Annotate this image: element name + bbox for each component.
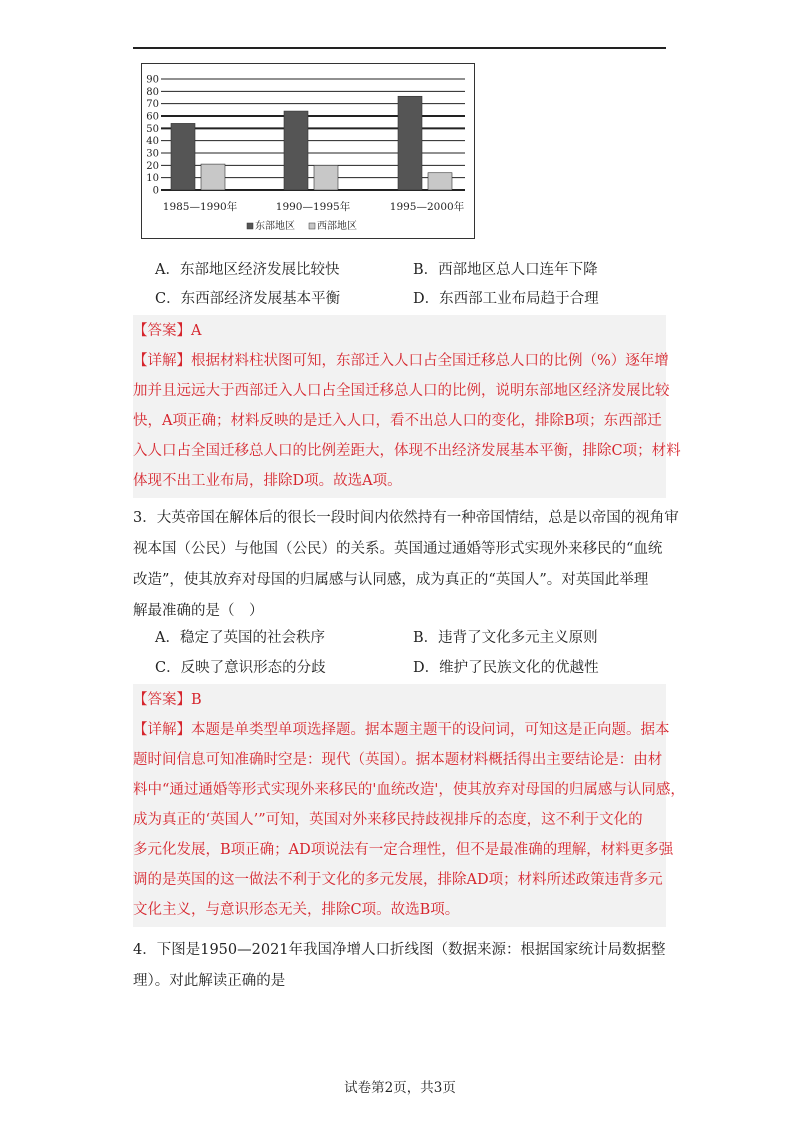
q3-detail-line: 【详解】本题是单类型单项选择题。据本题主题干的设问词，可知这是正向题。据本 [133,722,670,738]
bar-west [428,173,452,190]
q2-option-b[interactable]: B．西部地区总人口连年下降 [413,262,598,278]
bar-east [171,123,195,190]
q3-option-d[interactable]: D．维护了民族文化的优越性 [413,660,599,676]
population-bar-chart [141,63,475,239]
q3-stem-line: 视本国（公民）与他国（公民）的关系。英国通过通婚等形式实现外来移民的“血统 [133,541,663,557]
legend-label: 西部地区 [317,221,357,232]
q4-stem-line: 4．下图是1950—2021年我国净增人口折线图（数据来源：根据国家统计局数据整 [133,942,666,958]
legend-swatch [247,223,253,229]
legend-label: 东部地区 [255,221,295,232]
q2-option-c[interactable]: C．东西部经济发展基本平衡 [155,291,341,307]
x-tick-label: 1985—1990年 [162,201,238,213]
bar-west [314,165,338,190]
q3-answer-block [133,684,685,927]
q2-option-d[interactable]: D．东西部工业布局趋于合理 [413,291,599,307]
q3-option-c[interactable]: C．反映了意识形态的分歧 [155,660,326,676]
q3-detail-line: 料中“通过通婚等形式实现外来移民的'血统改造'，使其放弃对母国的归属感与认同感， [133,782,685,798]
page-footer: 试卷第2页，共3页 [344,1080,456,1096]
y-tick-label: 40 [146,136,159,148]
q2-detail-line: 【详解】根据材料柱状图可知，东部迁入人口占全国迁移总人口的比例（%）逐年增 [133,353,669,369]
q2-detail-line: 入人口占全国迁移总人口的比例差距大，体现不出经济发展基本平衡，排除C项；材料 [133,443,681,459]
q2-option-a[interactable]: A．东部地区经济发展比较快 [155,262,340,278]
bar-east [284,111,308,190]
header-rule [133,47,666,49]
y-tick-label: 10 [146,173,159,185]
y-tick-label: 20 [146,160,159,172]
y-tick-label: 50 [146,123,159,135]
y-tick-label: 90 [146,74,159,86]
q3-detail-line: 多元化发展，B项正确；AD项说法有一定合理性，但不是最准确的理解，材料更多强 [133,842,674,858]
q3-detail-line: 成为真正的‘英国人’”可知，英国对外来移民持歧视排斥的态度，这不利于文化的 [133,812,643,828]
q3-option-b[interactable]: B．违背了文化多元主义原则 [413,630,598,646]
q2-answer-block [133,315,681,498]
q3-option-a[interactable]: A．稳定了英国的社会秩序 [155,630,325,646]
x-tick-label: 1990—1995年 [275,201,351,213]
q3-stem-line: 3．大英帝国在解体后的很长一段时间内依然持有一种帝国情结，总是以帝国的视角审 [133,510,679,526]
q2-detail-line: 体现不出工业布局，排除D项。故选A项。 [133,473,402,489]
q2-detail-line: 快，A项正确；材料反映的是迁入人口，看不出总人口的变化，排除B项；东西部迁 [133,413,662,429]
q2-answer: 【答案】A [133,323,202,339]
x-tick-label: 1995—2000年 [389,201,465,213]
y-tick-label: 80 [146,86,159,98]
y-tick-label: 60 [146,111,159,123]
q3-stem-line: 改造”，使其放弃对母国的归属感与认同感，成为真正的“英国人”。对英国此举理 [133,572,649,588]
q3-detail-line: 调的是英国的这一做法不利于文化的多元发展，排除AD项；材料所述政策违背多元 [133,872,663,888]
chart-svg [142,64,476,240]
y-tick-label: 0 [152,185,159,197]
q3-detail-line: 文化主义，与意识形态无关，排除C项。故选B项。 [133,902,460,918]
y-tick-label: 30 [146,148,159,160]
q3-answer: 【答案】B [133,692,202,708]
q2-detail-line: 加并且远远大于西部迁入人口占全国迁移总人口的比例，说明东部地区经济发展比较 [133,383,670,399]
q3-stem-line: 解最准确的是（ ） [133,603,264,619]
bar-east [398,96,422,190]
q4-stem-line: 理）。对此解读正确的是 [133,973,286,989]
legend-swatch [309,223,315,229]
q3-detail-line: 题时间信息可知准确时空是：现代（英国）。据本题材料概括得出主要结论是：由材 [133,752,663,768]
y-tick-label: 70 [146,99,159,111]
bar-west [201,164,225,190]
